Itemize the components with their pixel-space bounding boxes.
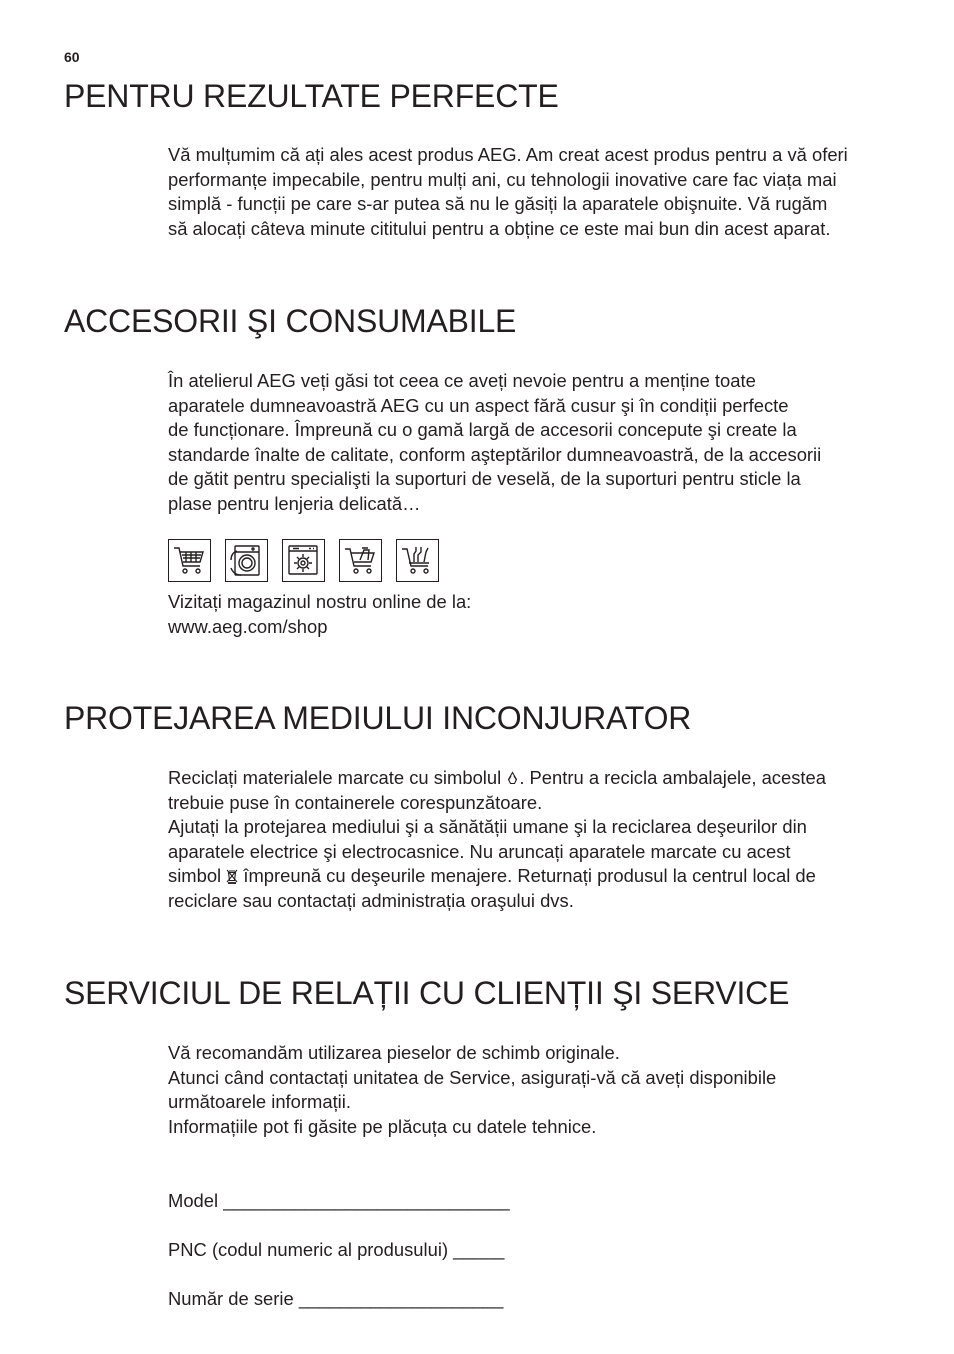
line-text: . Pentru a recicla ambalajele, acestea — [519, 767, 826, 788]
shopping-cart-icon — [168, 539, 211, 582]
recycle-icon — [506, 771, 519, 786]
paragraph-line: În atelierul AEG veți găsi tot ceea ce aveți nevoie pentru a menține toate — [168, 370, 756, 391]
shop-info — [168, 590, 916, 639]
paragraph-line: reciclare sau contactați administrația oraşului dvs. — [168, 889, 574, 911]
paragraph-line: Ajutați la protejarea mediului şi a sănătății umane şi la reciclarea deşeurilor din — [168, 816, 807, 838]
paragraph-line: de gătit pentru specialişti la suporturi de veselă, de la suporturi pentru sticle la — [168, 468, 801, 490]
section-heading-environment: PROTEJAREA MEDIULUI INCONJURATOR — [64, 700, 692, 736]
serial-number-field[interactable]: Număr de serie ____________________ — [168, 1288, 504, 1309]
paragraph-line: Vă mulțumim că ați ales acest produs AEG. Am creat acest produs pentru a vă oferi — [168, 144, 848, 165]
page-number: 60 — [64, 49, 80, 65]
shop-url-link[interactable]: www.aeg.com/shop — [168, 615, 328, 637]
pnc-field[interactable]: PNC (codul numeric al produsului) _____ — [168, 1239, 505, 1260]
paragraph-line: să alocați câteva minute cititului pentru a obține ce este mai bun din acest aparat. — [168, 217, 831, 239]
dishwasher-gear-icon — [282, 539, 325, 582]
paragraph-line: Vă recomandăm utilizarea pieselor de schimb originale. — [168, 1042, 620, 1063]
shop-visit-text: Vizitați magazinul nostru online de la: — [168, 591, 472, 612]
paragraph-line: aparatele dumneavoastră AEG cu un aspect fără cusur şi în condiții perfecte — [168, 394, 789, 416]
section-heading-results: PENTRU REZULTATE PERFECTE — [64, 78, 559, 114]
crossed-out-bin-icon — [226, 868, 238, 884]
cart-with-bottles-icon — [396, 539, 439, 582]
environment-paragraph — [168, 766, 916, 914]
section-heading-accessories: ACCESORII ŞI CONSUMABILE — [64, 303, 517, 339]
paragraph-line — [168, 766, 916, 791]
paragraph-line — [168, 864, 916, 889]
cart-with-cleaning-products-icon — [339, 539, 382, 582]
paragraph-line: standarde înalte de calitate, conform aşteptărilor dumneavoastră, de la accesorii — [168, 443, 822, 465]
paragraph-line: următoarele informații. — [168, 1091, 351, 1113]
paragraph-line: Informațiile pot fi găsite pe plăcuța cu datele tehnice. — [168, 1115, 597, 1137]
line-text: simbol — [168, 865, 227, 887]
paragraph-line: aparatele electrice şi electrocasnice. Nu aruncați aparatele marcate cu acest — [168, 840, 791, 862]
washing-machine-icon — [225, 539, 268, 582]
service-paragraph — [168, 1041, 916, 1139]
paragraph-line: plase pentru lenjeria delicată… — [168, 492, 421, 514]
section-heading-service: SERVICIUL DE RELAȚII CU CLIENȚII ŞI SERVICE — [64, 975, 790, 1011]
paragraph-line: de funcționare. Împreună cu o gamă largă de accesorii concepute şi create la — [168, 419, 797, 441]
paragraph-line: Atunci când contactați unitatea de Service, asigurați-vă că aveți disponibile — [168, 1066, 777, 1088]
results-paragraph — [168, 143, 916, 241]
line-text: împreună cu deşeurile menajere. Returnați produsul la centrul local de — [238, 865, 816, 887]
paragraph-line: simplă - funcții pe care s-ar putea să nu le găsiți la aparatele obişnuite. Vă rugăm — [168, 193, 828, 215]
accessories-paragraph — [168, 369, 916, 517]
line-text: Reciclați materialele marcate cu simbolul — [168, 767, 507, 788]
model-field[interactable]: Model ____________________________ — [168, 1190, 510, 1211]
paragraph-line: performanțe impecabile, pentru mulți ani, cu tehnologii inovative care fac viața mai — [168, 168, 837, 190]
paragraph-line: trebuie puse în containerele corespunzătoare. — [168, 791, 543, 813]
